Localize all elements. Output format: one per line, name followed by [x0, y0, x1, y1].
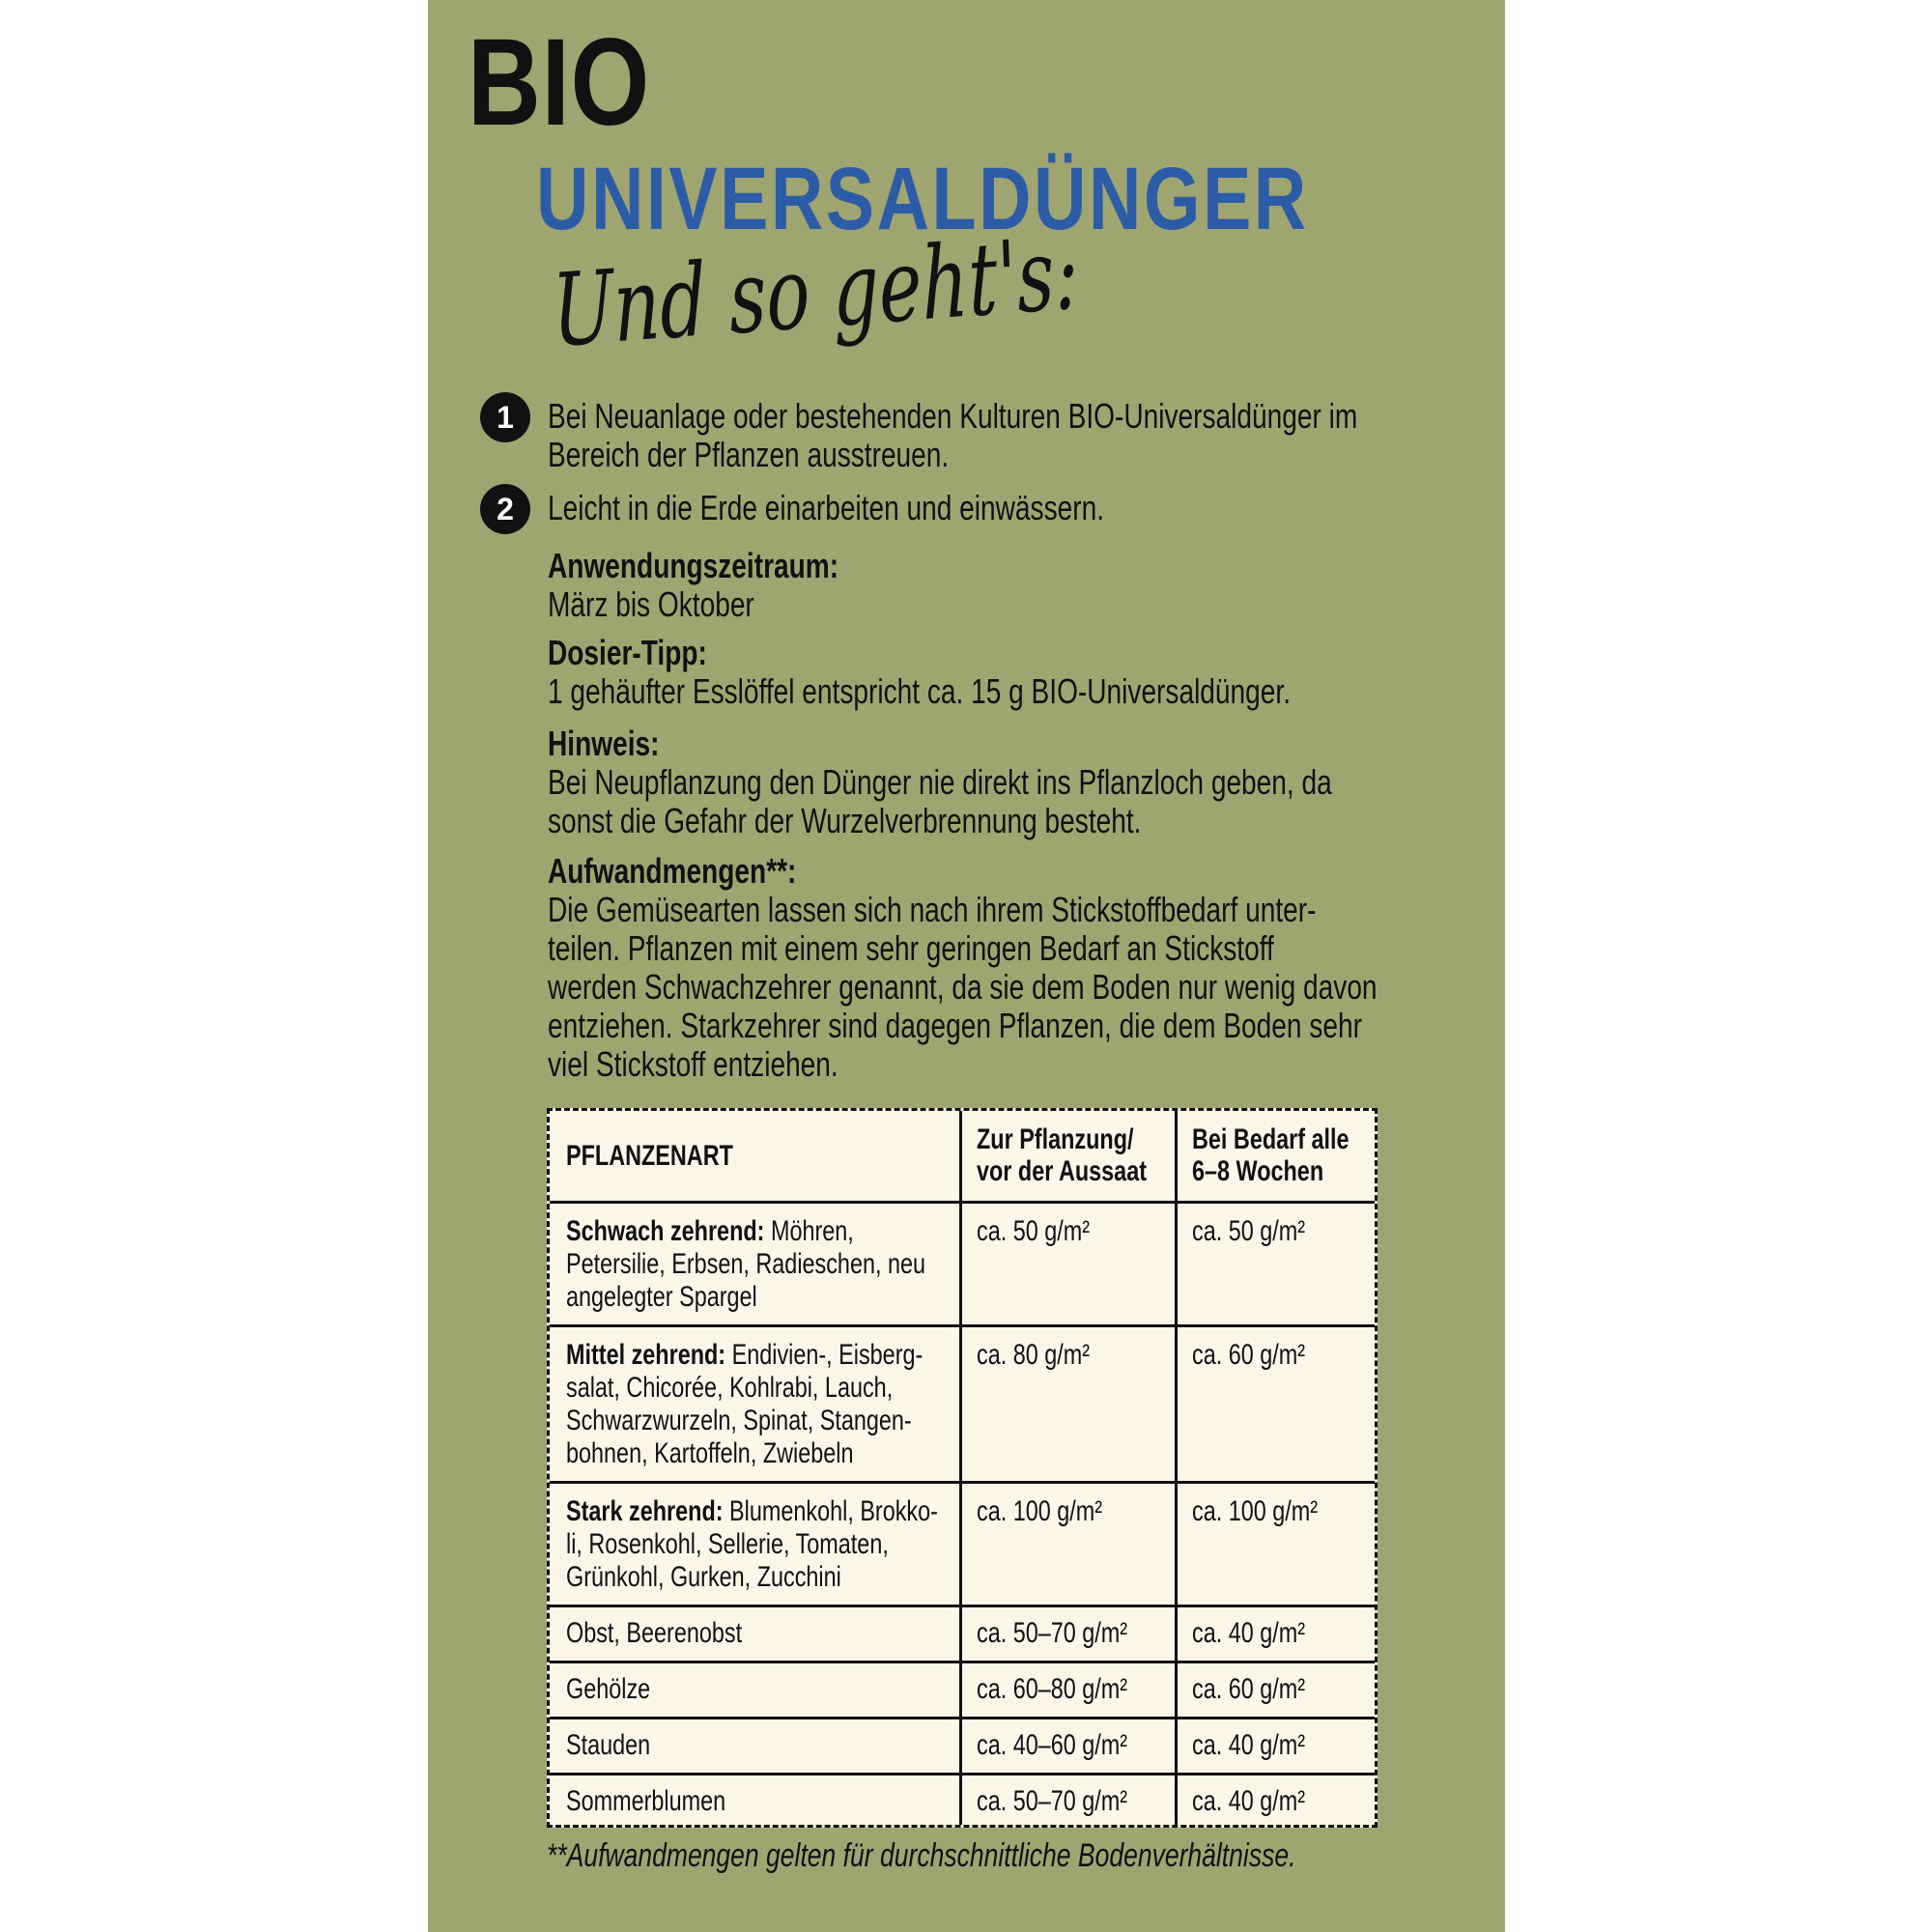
product-title-name: UNIVERSALDÜNGER: [536, 150, 1309, 248]
table-row-2-plant: [566, 1339, 923, 1372]
row-3-line2: li, Rosenkohl, Sellerie, Tomaten,: [566, 1528, 889, 1560]
application-rate-table: [547, 1108, 1378, 1828]
row-2-planting: ca. 80 g/m²: [977, 1339, 1091, 1371]
table-row-3-plant: [566, 1495, 938, 1528]
row-2-need: ca. 60 g/m²: [1192, 1339, 1306, 1371]
step-number-2: 2: [480, 484, 530, 534]
row-7-need: ca. 40 g/m²: [1192, 1785, 1306, 1817]
row-3-need: ca. 100 g/m²: [1192, 1495, 1319, 1527]
amount-line-4: entziehen. Starkzehrer sind dagegen Pflanzen, die dem Boden sehr: [548, 1006, 1362, 1045]
row-5-planting: ca. 60–80 g/m²: [977, 1673, 1128, 1705]
header-planting-line2: vor der Aussaat: [977, 1155, 1148, 1187]
row-divider: [550, 1717, 1375, 1719]
row-1-planting: ca. 50 g/m²: [977, 1215, 1091, 1247]
period-label: Anwendungszeitraum:: [548, 546, 839, 585]
row-2-line4: bohnen, Kartoffeln, Zwiebeln: [566, 1437, 854, 1469]
step-2-text: Leicht in die Erde einarbeiten und einwässern.: [548, 488, 1105, 527]
header-need-line1: Bei Bedarf alle: [1192, 1123, 1350, 1155]
row-5-need: ca. 60 g/m²: [1192, 1673, 1306, 1705]
row-1-category: Schwach zehrend:: [566, 1215, 765, 1247]
row-divider: [550, 1201, 1375, 1204]
amount-label: Aufwandmengen**:: [548, 851, 797, 891]
row-1-line3: angelegter Spargel: [566, 1281, 757, 1313]
row-divider: [550, 1324, 1375, 1327]
row-3-category: Stark zehrend:: [566, 1495, 724, 1527]
amount-line-3: werden Schwachzehrer genannt, da sie dem Boden nur wenig davon: [548, 967, 1378, 1007]
amount-line-2: teilen. Pflanzen mit einem sehr geringen Bedarf an Stickstoff: [548, 928, 1274, 968]
row-5-plant: Gehölze: [566, 1673, 651, 1705]
header-plant-type: PFLANZENART: [566, 1140, 733, 1172]
row-2-line2: salat, Chicorée, Kohlrabi, Lauch,: [566, 1372, 894, 1404]
row-1-line2: Petersilie, Erbsen, Radieschen, neu: [566, 1248, 926, 1280]
row-divider: [550, 1605, 1375, 1607]
note-label: Hinweis:: [548, 724, 660, 763]
row-4-plant: Obst, Beerenobst: [566, 1617, 743, 1649]
row-divider: [550, 1661, 1375, 1663]
header-need-line2: 6–8 Wochen: [1192, 1155, 1324, 1187]
row-3-line1: Blumenkohl, Brokko-: [723, 1495, 938, 1527]
amount-line-1: Die Gemüsearten lassen sich nach ihrem Stickstoffbedarf unter-: [548, 890, 1317, 929]
row-6-plant: Stauden: [566, 1729, 651, 1761]
note-line-1: Bei Neupflanzung den Dünger nie direkt ins Pflanzloch geben, da: [548, 762, 1332, 802]
row-1-line1: Möhren,: [764, 1215, 854, 1247]
step-1-text-line2: Bereich der Pflanzen ausstreuen.: [548, 435, 950, 474]
table-row-1-plant: [566, 1215, 854, 1248]
dose-tip-value: 1 gehäufter Esslöffel entspricht ca. 15 g BIO-Universaldünger.: [548, 671, 1291, 711]
row-4-need: ca. 40 g/m²: [1192, 1617, 1306, 1649]
row-7-planting: ca. 50–70 g/m²: [977, 1785, 1128, 1817]
row-divider: [550, 1481, 1375, 1484]
product-title-bio: BIO: [468, 14, 651, 152]
header-planting-line1: Zur Pflanzung/: [977, 1123, 1134, 1155]
row-6-planting: ca. 40–60 g/m²: [977, 1729, 1128, 1761]
row-divider: [550, 1773, 1375, 1776]
row-7-plant: Sommerblumen: [566, 1785, 726, 1817]
row-6-need: ca. 40 g/m²: [1192, 1729, 1306, 1761]
amount-line-5: viel Stickstoff entziehen.: [548, 1044, 838, 1084]
row-2-category: Mittel zehrend:: [566, 1339, 726, 1371]
period-value: März bis Oktober: [548, 584, 754, 624]
row-1-need: ca. 50 g/m²: [1192, 1215, 1306, 1247]
footnote: **Aufwandmengen gelten für durchschnittliche Bodenverhältnisse.: [547, 1837, 1296, 1874]
row-3-planting: ca. 100 g/m²: [977, 1495, 1103, 1527]
step-1-text-line1: Bei Neuanlage oder bestehenden Kulturen BIO-Universaldünger im: [548, 396, 1358, 436]
instructions-heading: Und so geht's:: [550, 213, 1081, 370]
step-number-1: 1: [480, 392, 530, 442]
row-2-line3: Schwarzwurzeln, Spinat, Stangen-: [566, 1405, 912, 1436]
row-4-planting: ca. 50–70 g/m²: [977, 1617, 1128, 1649]
row-2-line1: Endivien-, Eisberg-: [725, 1339, 923, 1371]
note-line-2: sonst die Gefahr der Wurzelverbrennung besteht.: [548, 801, 1142, 840]
row-3-line3: Grünkohl, Gurken, Zucchini: [566, 1561, 841, 1593]
dose-tip-label: Dosier-Tipp:: [548, 633, 707, 672]
